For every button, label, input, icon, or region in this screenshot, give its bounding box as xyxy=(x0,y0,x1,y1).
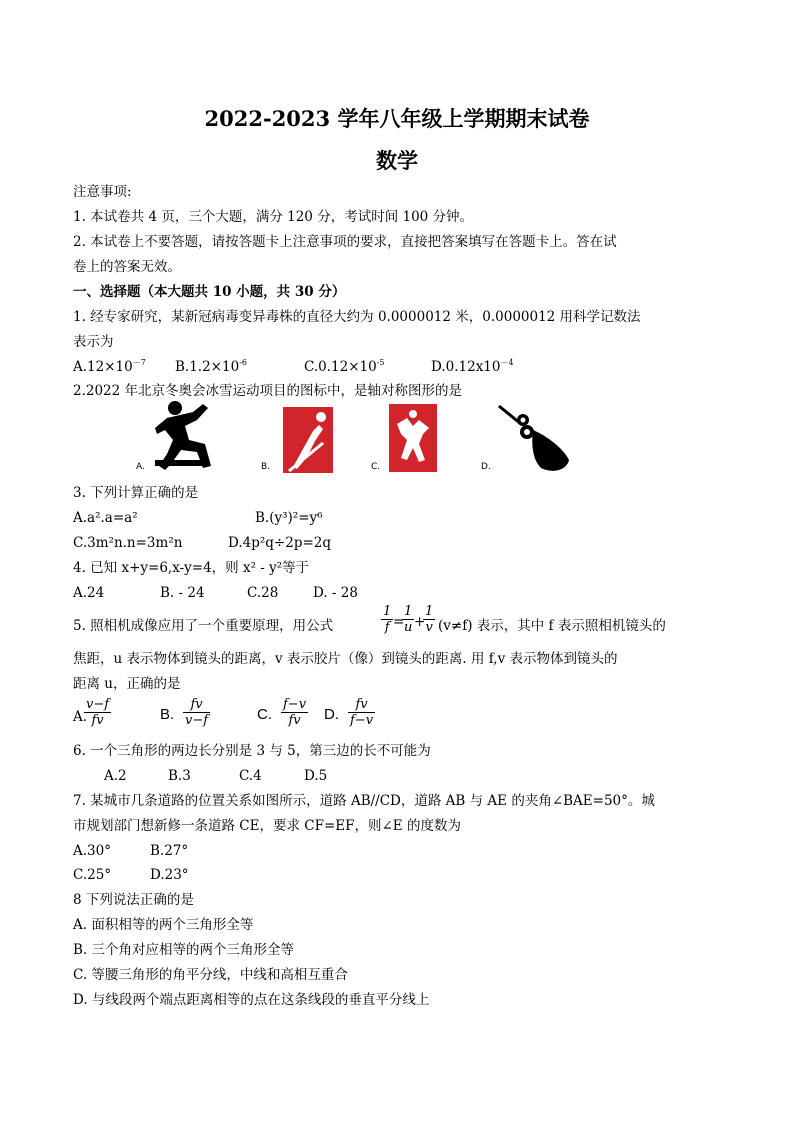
question-3-option-c: C.3m²n.n=3m²n xyxy=(73,535,183,551)
question-4-option-b: B. - 24 xyxy=(160,585,205,601)
question-5-option-c-fraction: $\frac{f-v}{fv}$ xyxy=(283,697,307,728)
question-8-stem: 8 下列说法正确的是 xyxy=(73,892,194,908)
question-4-option-c: C.28 xyxy=(247,585,279,601)
question-5-line-1-start: 5. 照相机成像应用了一个重要原理，用公式 xyxy=(73,618,334,634)
formula-fraction-1-over-v: $\frac{1}{v}$ xyxy=(425,604,434,635)
question-1-option-a: $A.12\times 10^{-7}$ xyxy=(73,358,146,375)
question-6-option-c: C.4 xyxy=(239,768,262,784)
notice-item-2-line-1: 2. 本试卷上不要答题，请按答题卡上注意事项的要求，直接把答案填写在答题卡上。答在试 xyxy=(73,234,617,250)
question-7-option-b: B.27° xyxy=(150,843,189,859)
question-5-option-a-label: A. xyxy=(73,709,88,725)
question-1-option-b: $B.1.2\times 10^{-6}$ xyxy=(175,358,247,375)
notice-item-2-line-2: 卷上的答案无效。 xyxy=(73,259,181,275)
question-7-line-1: 7. 某城市几条道路的位置关系如图所示，道路 AB//CD，道路 AB 与 AE 的夹角∠BAE=50°。城 xyxy=(73,793,655,809)
question-4-option-d: D. - 28 xyxy=(313,585,358,601)
question-5-line-1-end: (v≠f) 表示，其中 f 表示照相机镜头的 xyxy=(438,618,666,634)
question-3-stem: 3. 下列计算正确的是 xyxy=(73,485,199,501)
question-1-option-c: $C.0.12\times 10^{-5}$ xyxy=(304,358,385,375)
question-8-option-a: A. 面积相等的两个三角形全等 xyxy=(73,917,254,933)
icon-label-b: B. xyxy=(261,462,271,472)
notice-heading: 注意事项: xyxy=(73,184,132,200)
question-5-line-3: 距离 u，正确的是 xyxy=(73,676,181,692)
subject-title: 数学 xyxy=(376,148,418,173)
curling-icon xyxy=(497,402,573,474)
question-5-option-b-fraction: $\frac{fv}{v-f}$ xyxy=(185,697,209,728)
question-7-option-c: C.25° xyxy=(73,867,112,883)
question-5-line-2: 焦距，u 表示物体到镜头的距离，v 表示胶片（像）到镜头的距离. 用 f,v 表示物体到镜头的 xyxy=(73,651,618,667)
notice-item-1: 1. 本试卷共 4 页，三个大题，满分 120 分，考试时间 100 分钟。 xyxy=(73,209,474,225)
question-8-option-d: D. 与线段两个端点距离相等的点在这条线段的垂直平分线上 xyxy=(73,992,430,1008)
formula-fraction-1-over-f: $\frac{1}{f}$ xyxy=(383,604,392,635)
icon-label-d: D. xyxy=(481,462,491,472)
question-1-option-d: $D.0.12x10^{-4}$ xyxy=(431,358,514,375)
question-7-option-d: D.23° xyxy=(150,867,189,883)
question-4-option-a: A.24 xyxy=(73,585,105,601)
question-4-stem: 4. 已知 x+y=6,x-y=4，则 x² - y²等于 xyxy=(73,560,310,576)
question-3-option-a: A.a².a=a² xyxy=(73,510,138,526)
question-7-option-a: A.30° xyxy=(73,843,111,859)
question-6-option-b: B.3 xyxy=(168,768,191,784)
question-6-option-a: A.2 xyxy=(104,768,127,784)
question-5-option-b-label: B. xyxy=(160,706,175,723)
question-5-option-d-label: D. xyxy=(324,706,339,723)
icon-label-c: C. xyxy=(371,462,381,472)
question-1-line-1: 1. 经专家研究，某新冠病毒变异毒株的直径大约为 0.0000012 米，0.0000012 用科学记数法 xyxy=(73,309,641,325)
skiing-icon xyxy=(283,407,333,473)
icon-label-a: A. xyxy=(136,462,145,472)
formula-plus: + xyxy=(414,614,426,630)
question-3-option-d: D.4p²q÷2p=2q xyxy=(228,535,332,551)
question-3-option-b: B.(y³)²=y⁶ xyxy=(255,510,323,526)
question-8-option-c: C. 等腰三角形的角平分线，中线和高相互重合 xyxy=(73,967,348,983)
question-5-option-c-label: C. xyxy=(257,706,272,723)
question-8-option-b: B. 三个角对应相等的两个三角形全等 xyxy=(73,942,295,958)
question-7-line-2: 市规划部门想新修一条道路 CE，要求 CF=EF，则∠E 的度数为 xyxy=(73,818,461,834)
formula-fraction-1-over-u: $\frac{1}{u}$ xyxy=(404,604,413,635)
section-heading: 一、选择题（本大题共 10 小题，共 30 分） xyxy=(73,284,346,300)
formula-equals: = xyxy=(393,614,405,630)
question-6-option-d: D.5 xyxy=(304,768,328,784)
question-5-option-d-fraction: $\frac{fv}{f-v}$ xyxy=(350,697,374,728)
question-1-line-2: 表示为 xyxy=(73,334,114,350)
speed-skating-icon xyxy=(153,400,215,472)
question-2-stem: 2.2022 年北京冬奥会冰雪运动项目的图标中，是轴对称图形的是 xyxy=(73,383,463,399)
exam-title: 2022-2023 学年八年级上学期期末试卷 xyxy=(204,106,590,131)
figure-skating-icon xyxy=(389,404,437,472)
question-5-option-a-fraction: $\frac{v-f}{fv}$ xyxy=(86,697,110,728)
question-6-stem: 6. 一个三角形的两边长分别是 3 与 5，第三边的长不可能为 xyxy=(73,743,431,759)
